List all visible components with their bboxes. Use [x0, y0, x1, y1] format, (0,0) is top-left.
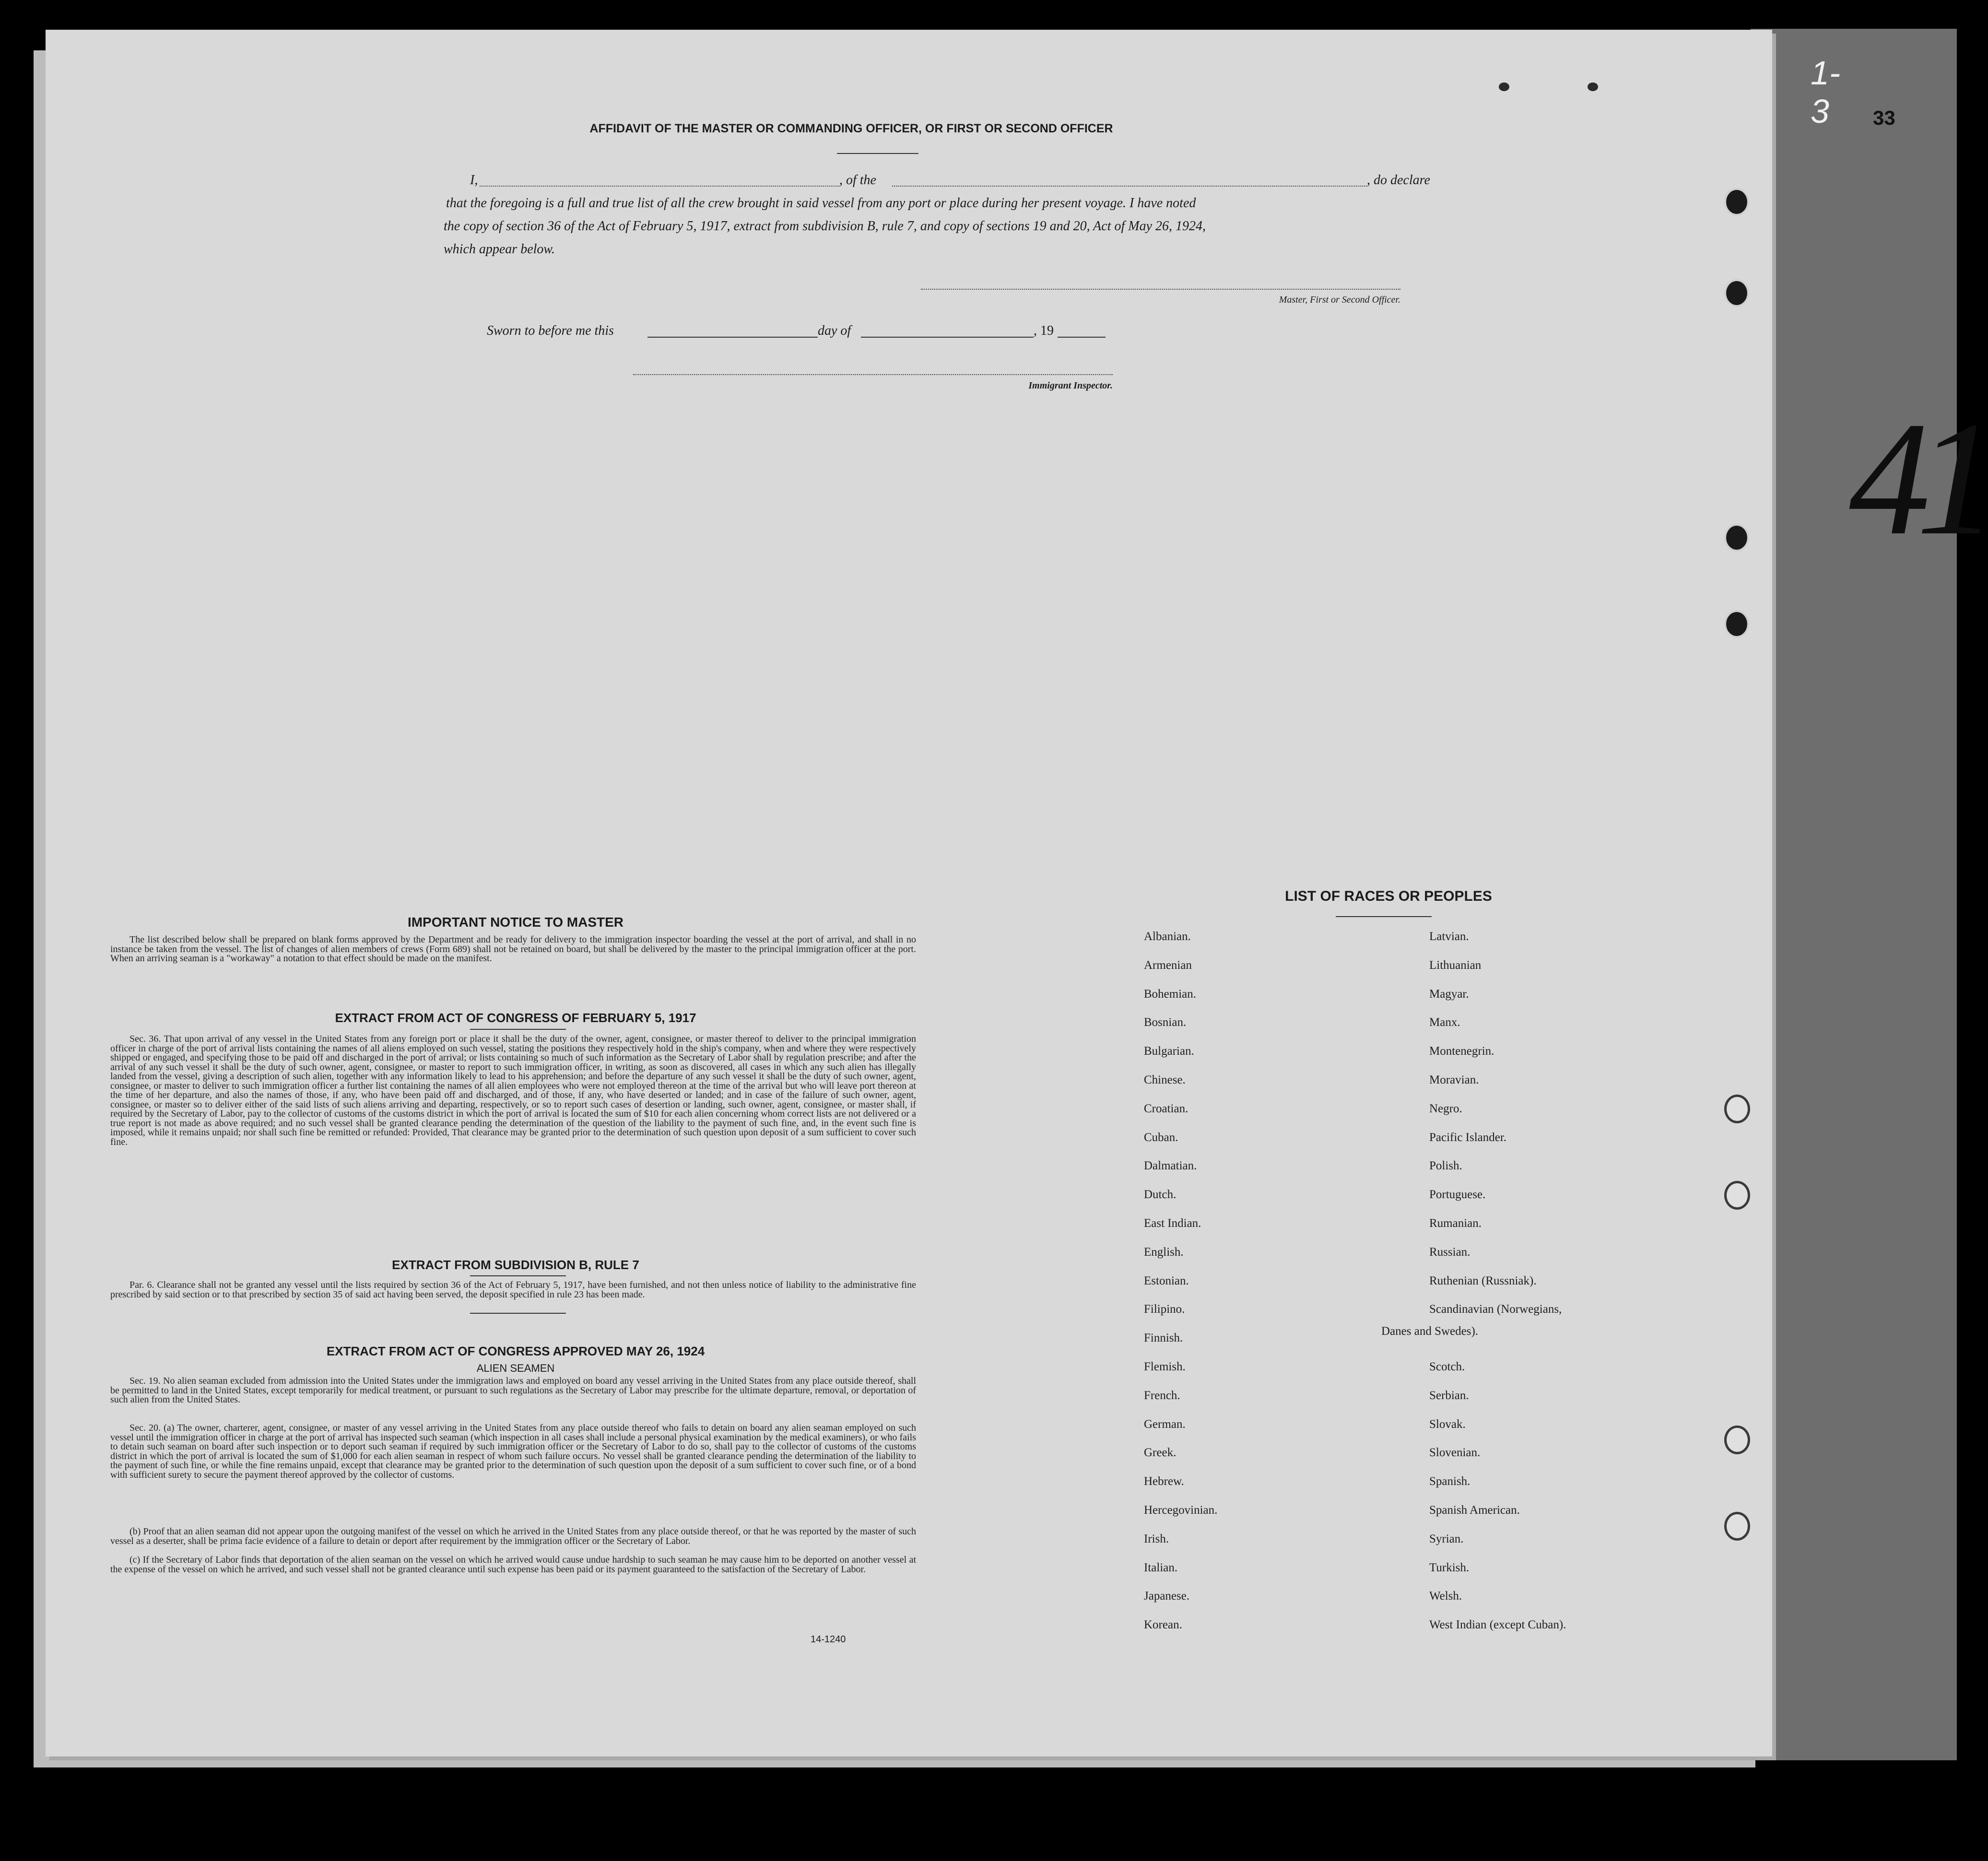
- extract-rule7-text: Par. 6. Clearance shall not be granted any vessel until the lists required by section 36 of the Act of February 5, 1917, have been furnished, and not then unless notice of liability to the administrative fine prescribed by said section or to that prescribed by section 35 of said act having been served, the deposit specified in rule 23 has been made.: [110, 1280, 916, 1300]
- races-title: LIST OF RACES OR PEOPLES: [1285, 888, 1492, 904]
- binder-hole-5: [1724, 1095, 1750, 1123]
- race-right-item: Turkish.: [1429, 1561, 1470, 1574]
- extract-rule7-rule-top: [470, 1275, 566, 1276]
- extract-rule7-title: EXTRACT FROM SUBDIVISION B, RULE 7: [392, 1258, 639, 1272]
- race-left-item: Chinese.: [1144, 1073, 1186, 1086]
- race-left-item: French.: [1144, 1389, 1180, 1402]
- race-left-item: Bohemian.: [1144, 987, 1197, 1001]
- race-left-item: Japanese.: [1144, 1590, 1190, 1603]
- race-left-item: Filipino.: [1144, 1303, 1185, 1316]
- day-of-text: day of: [818, 323, 851, 338]
- declarant-name-field: [480, 186, 839, 187]
- race-left-item: Korean.: [1144, 1618, 1182, 1632]
- race-right-item: Montenegrin.: [1429, 1045, 1494, 1058]
- staple-mark-1: [1499, 82, 1509, 91]
- extract-1917-rule: [470, 1029, 566, 1030]
- race-left-item: English.: [1144, 1245, 1184, 1259]
- affidavit-line1-of-the: , of the: [839, 173, 876, 188]
- page-number: 33: [1873, 106, 1895, 129]
- affidavit-title-rule: [837, 153, 918, 154]
- sworn-year-field: [1058, 337, 1106, 338]
- race-scandinavian-line2: Danes and Swedes).: [1381, 1325, 1479, 1338]
- race-right-item: West Indian (except Cuban).: [1429, 1618, 1566, 1632]
- race-left-item: Finnish.: [1144, 1331, 1183, 1345]
- race-left-item: Croatian.: [1144, 1102, 1188, 1115]
- race-right-item: Serbian.: [1429, 1389, 1469, 1402]
- binder-backing: [1751, 29, 1957, 1760]
- race-right-item: Portuguese.: [1429, 1188, 1486, 1201]
- inspector-label: Immigrant Inspector.: [1028, 380, 1113, 391]
- race-right-item: Slovak.: [1429, 1417, 1466, 1431]
- race-left-item: German.: [1144, 1417, 1186, 1431]
- affidavit-body-line-1: that the foregoing is a full and true list of all the crew brought in said vessel from any port or place during her present voyage. I have noted: [446, 196, 1196, 211]
- race-right-item: Scandinavian (Norwegians,: [1429, 1303, 1562, 1316]
- extract-1924-sec20c: (c) If the Secretary of Labor finds that deportation of the alien seaman on the vessel on which he arrived would cause undue hardship to such seaman he may cause him to be deported on another vessel at the expense of the vessel on which he arrived, and such vessel shall not be granted clearance until such expense has been paid or its payment guaranteed to the satisfaction of the Secretary of Labor.: [110, 1555, 916, 1575]
- race-left-item: Dutch.: [1144, 1188, 1176, 1201]
- vessel-name-field: [892, 186, 1367, 187]
- document-page: [46, 30, 1983, 1756]
- affidavit-line1-i: I,: [470, 173, 478, 188]
- race-left-item: Hebrew.: [1144, 1475, 1184, 1488]
- race-right-item: Pacific Islander.: [1429, 1131, 1507, 1144]
- master-signature-line: [921, 289, 1400, 290]
- binder-hole-8: [1724, 1512, 1750, 1541]
- extract-1924-title: EXTRACT FROM ACT OF CONGRESS APPROVED MAY 26, 1924: [326, 1344, 705, 1358]
- sworn-day-field: [647, 337, 818, 338]
- race-left-item: Bosnian.: [1144, 1016, 1187, 1029]
- races-title-rule: [1336, 916, 1432, 917]
- race-right-item: Magyar.: [1429, 987, 1469, 1001]
- race-left-item: Armenian: [1144, 958, 1192, 972]
- race-left-item: Dalmatian.: [1144, 1159, 1197, 1173]
- race-left-item: Cuban.: [1144, 1131, 1178, 1144]
- race-right-item: Ruthenian (Russniak).: [1429, 1274, 1537, 1287]
- race-right-item: Spanish American.: [1429, 1504, 1520, 1517]
- binder-hole-4: [1724, 610, 1749, 638]
- notice-text: The list described below shall be prepared on blank forms approved by the Department and be ready for delivery to the immigration inspector boarding the vessel at the port of arrival, and shall in no instance be taken from the vessel. The list of changes of alien members of crews (Form 689) shall not be retained on board, but shall be delivered by the master to the principal immigration officer at the port. When an arriving seaman is a "workaway" a notation to that effect should be made on the manifest.: [110, 934, 916, 964]
- form-number: 14-1240: [811, 1634, 846, 1645]
- extract-1924-sec20b: (b) Proof that an alien seaman did not appear upon the outgoing manifest of the vessel on which he arrived in the United States from any place outside thereof, or that he was reported by the master of such vessel as a deserter, shall be prima facie evidence of a failure to detain or deport after requirement by the immigration officer or the Secretary of Labor.: [110, 1526, 916, 1546]
- binder-hole-1: [1724, 188, 1749, 216]
- race-left-item: Greek.: [1144, 1446, 1176, 1460]
- race-left-item: Hercegovinian.: [1144, 1504, 1218, 1517]
- binder-hole-7: [1724, 1425, 1750, 1454]
- race-left-item: Irish.: [1144, 1532, 1169, 1545]
- race-right-item: Rumanian.: [1429, 1217, 1482, 1230]
- race-right-item: Welsh.: [1429, 1590, 1462, 1603]
- race-left-item: Flemish.: [1144, 1360, 1186, 1373]
- extract-1924-subtitle: ALIEN SEAMEN: [476, 1362, 555, 1374]
- binder-hole-3: [1724, 524, 1749, 552]
- binder-hole-2: [1724, 279, 1749, 307]
- sworn-month-field: [861, 337, 1034, 338]
- affidavit-line1-declare: , do declare: [1367, 173, 1430, 188]
- affidavit-title: AFFIDAVIT OF THE MASTER OR COMMANDING OFFICER, OR FIRST OR SECOND OFFICER: [589, 122, 1113, 135]
- race-right-item: Syrian.: [1429, 1532, 1464, 1545]
- corner-annotation: 1-3: [1811, 54, 1841, 130]
- notice-title: IMPORTANT NOTICE TO MASTER: [407, 915, 624, 930]
- race-right-item: Slovenian.: [1429, 1446, 1481, 1460]
- staple-mark-2: [1588, 82, 1598, 91]
- race-right-item: Negro.: [1429, 1102, 1462, 1115]
- race-left-item: East Indian.: [1144, 1217, 1201, 1230]
- affidavit-body-line-2: the copy of section 36 of the Act of February 5, 1917, extract from subdivision B, rule 7, and copy of sections 19 and 20, Act of May 26, 1924,: [444, 219, 1206, 234]
- extract-1924-sec19: Sec. 19. No alien seaman excluded from admission into the United States under the immigration laws and employed on board any vessel arriving in the United States from any place outside thereof, shall be permitted to land in the United States, except temporarily for medical treatment, or pursuant to such regulations as the Secretary of Labor may prescribe for the ultimate departure, removal, or deportation of such alien from the United States.: [110, 1376, 916, 1405]
- race-right-item: Latvian.: [1429, 930, 1469, 943]
- extract-1917-text: Sec. 36. That upon arrival of any vessel in the United States from any foreign port or place it shall be the duty of the owner, agent, consignee, or master thereof to deliver to the principal immigration officer in charge of the port of arrival lists containing the names of all aliens employed on such vessel, stating the positions they respectively hold in the ship's company, when and where they were respectively shipped or engaged, and specifying those to be paid off and discharged in the port of arrival; or lists containing so much of such information as the Secretary of Labor shall by regulation prescribe; and after the arrival of any such vessel it shall be the duty of such owner, agent, consignee, or master to report to such immigration officer, in writing, as soon as discovered, all cases in which any such alien has illegally landed from the vessel, giving a description of such alien, together with any information likely to lead to his apprehension; and before the departure of any such vessel it shall be the duty of such owner, agent, consignee, or master to deliver to such immigration officer a further list containing the names of all alien employees who were not employed thereon at the time of the arrival but who will leave port thereon at the time of her departure, and also the names of those, if any, who have been paid off and discharged, and of those, if any, who have deserted or landed; and in case of the failure of such owner, agent, consignee, or master so to deliver either of the said lists of such aliens arriving and departing, respectively, or so to report such cases of desertion or landing, such owner, agent, consignee, or master shall, if required by the Secretary of Labor, pay to the collector of customs of the customs district in which the port of arrival is located the sum of $10 for each alien concerning whom correct lists are not delivered or a true report is not made as above required; and no such vessel shall be granted clearance pending the determination of the question of the liability to the payment of such fine, and, in the event such fine is imposed, while it remains unpaid; nor shall such fine be remitted or refunded: Provided, That clearance may be granted prior to the determination of such question upon deposit of a sum sufficient to cover such fine.: [110, 1034, 916, 1147]
- extract-rule7-rule-bottom: [470, 1313, 566, 1314]
- race-right-item: Russian.: [1429, 1245, 1470, 1259]
- race-left-item: Estonian.: [1144, 1274, 1189, 1287]
- race-right-item: Scotch.: [1429, 1360, 1465, 1373]
- extract-1917-title: EXTRACT FROM ACT OF CONGRESS OF FEBRUARY 5, 1917: [335, 1011, 696, 1025]
- master-signature-label: Master, First or Second Officer.: [1279, 294, 1400, 305]
- race-right-item: Spanish.: [1429, 1475, 1470, 1488]
- sworn-text: Sworn to before me this: [487, 323, 614, 338]
- binder-hole-6: [1724, 1181, 1750, 1210]
- race-left-item: Italian.: [1144, 1561, 1178, 1574]
- race-right-item: Polish.: [1429, 1159, 1462, 1173]
- big-handwritten-number: 41: [1849, 388, 1983, 569]
- affidavit-body-line-3: which appear below.: [444, 242, 555, 257]
- race-left-item: Albanian.: [1144, 930, 1191, 943]
- extract-1924-sec20a: Sec. 20. (a) The owner, charterer, agent, consignee, or master of any vessel arriving in the United States from any place outside thereof who fails to detain on board any alien seaman employed on such vessel until the immigration officer in charge at the port of arrival has inspected such seaman (which inspection in all cases shall include a personal physical examination by the medical examiners), or who fails to detain such seaman on board after such inspection or to deport such seaman if required by such immigration officer or the Secretary of Labor to do so, shall pay to the collector of customs of the customs district in which the port of arrival is located the sum of $1,000 for each alien seaman in respect of whom such failure occurs. No vessel shall be granted clearance pending the determination of the liability to the payment of such fine, or while the fine remains unpaid, except that clearance may be granted prior to the determination of such question upon the deposit of a sum sufficient to cover such fine, or of a bond with sufficient surety to secure the payment thereof approved by the collector of customs.: [110, 1423, 916, 1480]
- year-prefix-text: , 19: [1034, 323, 1054, 338]
- race-right-item: Manx.: [1429, 1016, 1460, 1029]
- race-right-item: Moravian.: [1429, 1073, 1479, 1086]
- race-left-item: Bulgarian.: [1144, 1045, 1194, 1058]
- race-right-item: Lithuanian: [1429, 958, 1482, 972]
- inspector-signature-line: [633, 374, 1113, 375]
